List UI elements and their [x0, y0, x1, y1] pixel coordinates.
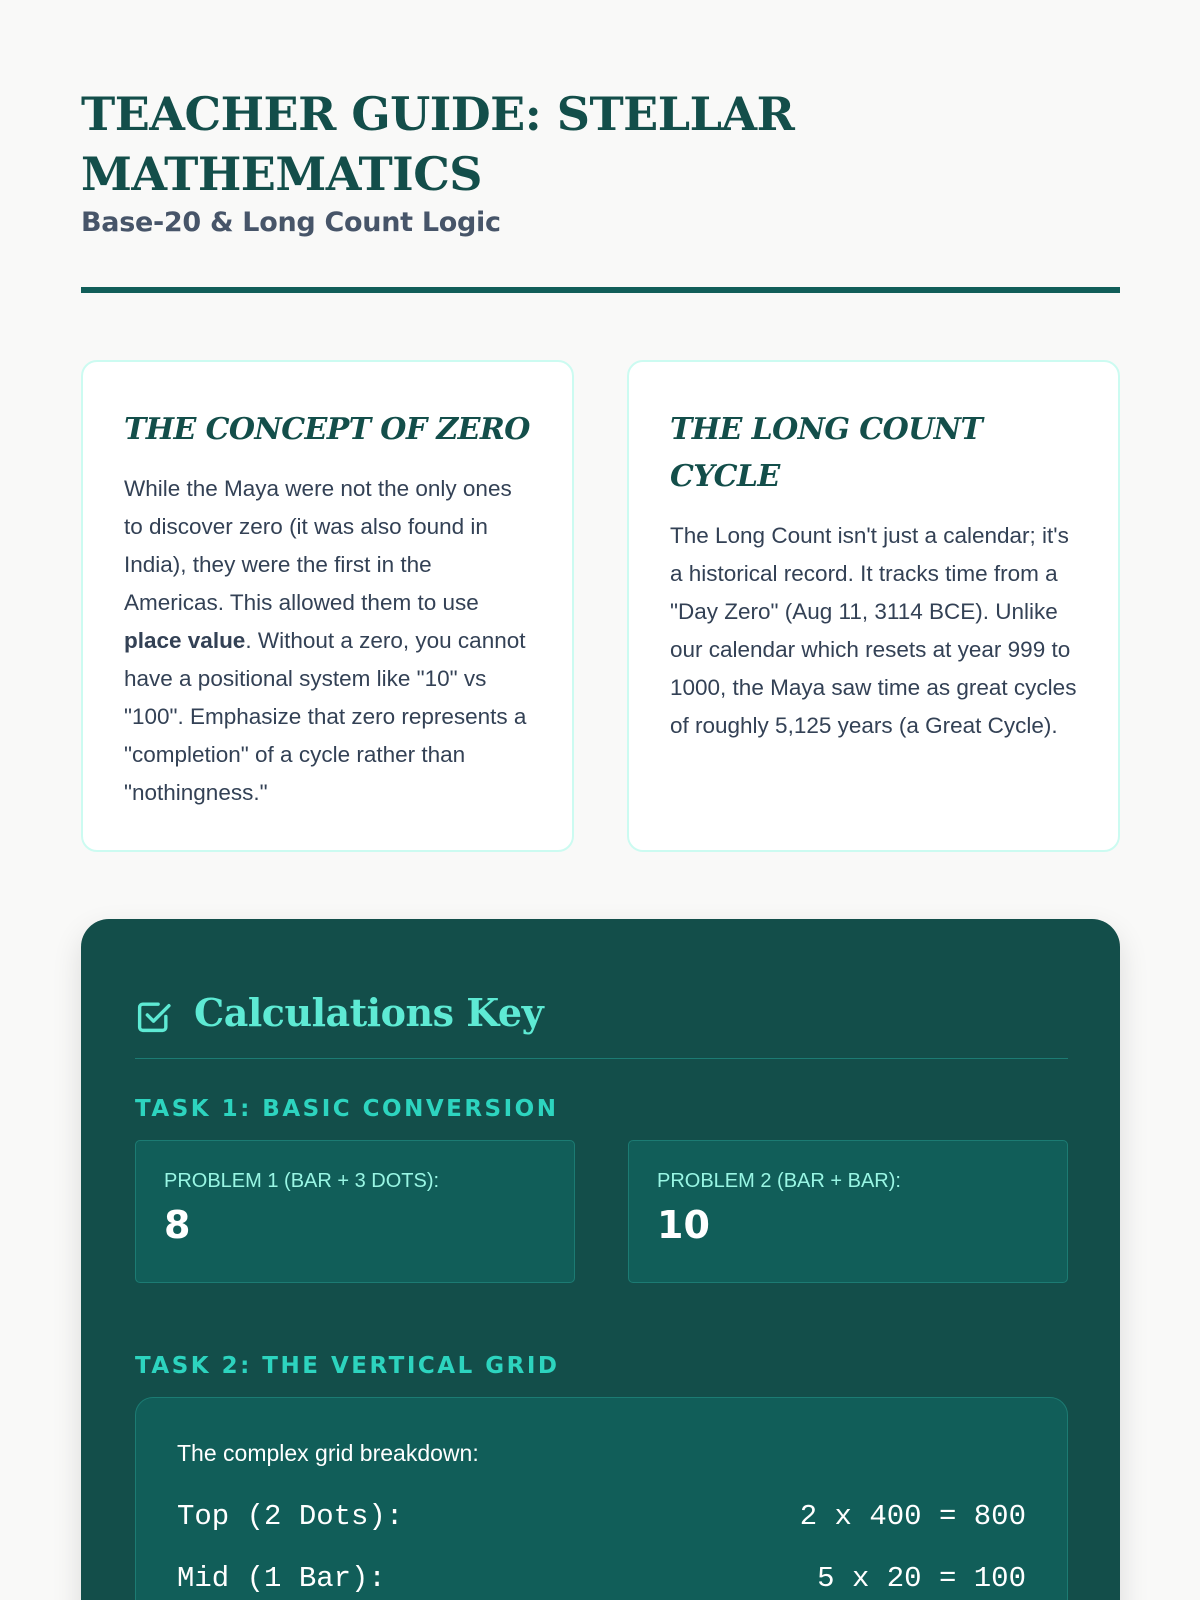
concept-of-zero-card	[81, 360, 574, 852]
card-text-part: While the Maya were not the only ones to discover zero (it was also found in India), they were the first in the Americas. This allowed them to use	[124, 476, 512, 615]
vertical-grid-breakdown	[135, 1397, 1068, 1600]
emphasis-place-value: place value	[124, 628, 246, 653]
problem-answer: 10	[657, 1203, 710, 1247]
grid-intro-text: The complex grid breakdown:	[177, 1440, 479, 1466]
calculations-key-title: Calculations Key	[194, 990, 544, 1035]
grid-row-calc: 2 x 400 = 800	[799, 1500, 1026, 1533]
grid-row-label: Mid (1 Bar):	[177, 1562, 386, 1595]
task-1-label: TASK 1: BASIC CONVERSION	[135, 1096, 559, 1122]
header-divider	[81, 287, 1120, 293]
card-text: The Long Count isn't just a calendar; it's a historical record. It tracks time from a "Day Zero" (Aug 11, 3114 BCE). Unlike our calendar which resets at year 999 to 1000, the Maya saw time as great cycles of roughly 5,125 years (a Great Cycle).	[670, 523, 1077, 738]
grid-row-label: Top (2 Dots):	[177, 1500, 404, 1533]
card-text-part: . Without a zero, you cannot have a positional system like "10" vs "100". Emphasize that zero represents a "completion" of a cycle rather than "nothingness."	[124, 628, 527, 805]
problem-answer: 8	[164, 1203, 191, 1247]
page-title: TEACHER GUIDE: STELLAR MATHEMATICS	[81, 87, 795, 201]
problem-label: PROBLEM 2 (BAR + BAR):	[657, 1170, 901, 1192]
grid-row	[177, 1548, 1026, 1600]
long-count-card	[627, 360, 1120, 852]
problem-2-card	[628, 1140, 1068, 1283]
card-text	[124, 470, 532, 812]
calculations-key-panel	[81, 919, 1120, 1600]
problem-1-card	[135, 1140, 575, 1283]
card-heading: THE LONG COUNT CYCLE	[670, 412, 983, 494]
check-square-icon	[135, 998, 172, 1035]
grid-row	[177, 1486, 1026, 1548]
task-2-label: TASK 2: THE VERTICAL GRID	[135, 1353, 560, 1379]
card-heading: THE CONCEPT OF ZERO	[124, 412, 530, 447]
page-subtitle: Base-20 & Long Count Logic	[81, 207, 501, 238]
grid-row-calc: 5 x 20 = 100	[817, 1562, 1026, 1595]
calculations-key-header	[135, 973, 1068, 1059]
problem-label: PROBLEM 1 (BAR + 3 DOTS):	[164, 1170, 440, 1192]
